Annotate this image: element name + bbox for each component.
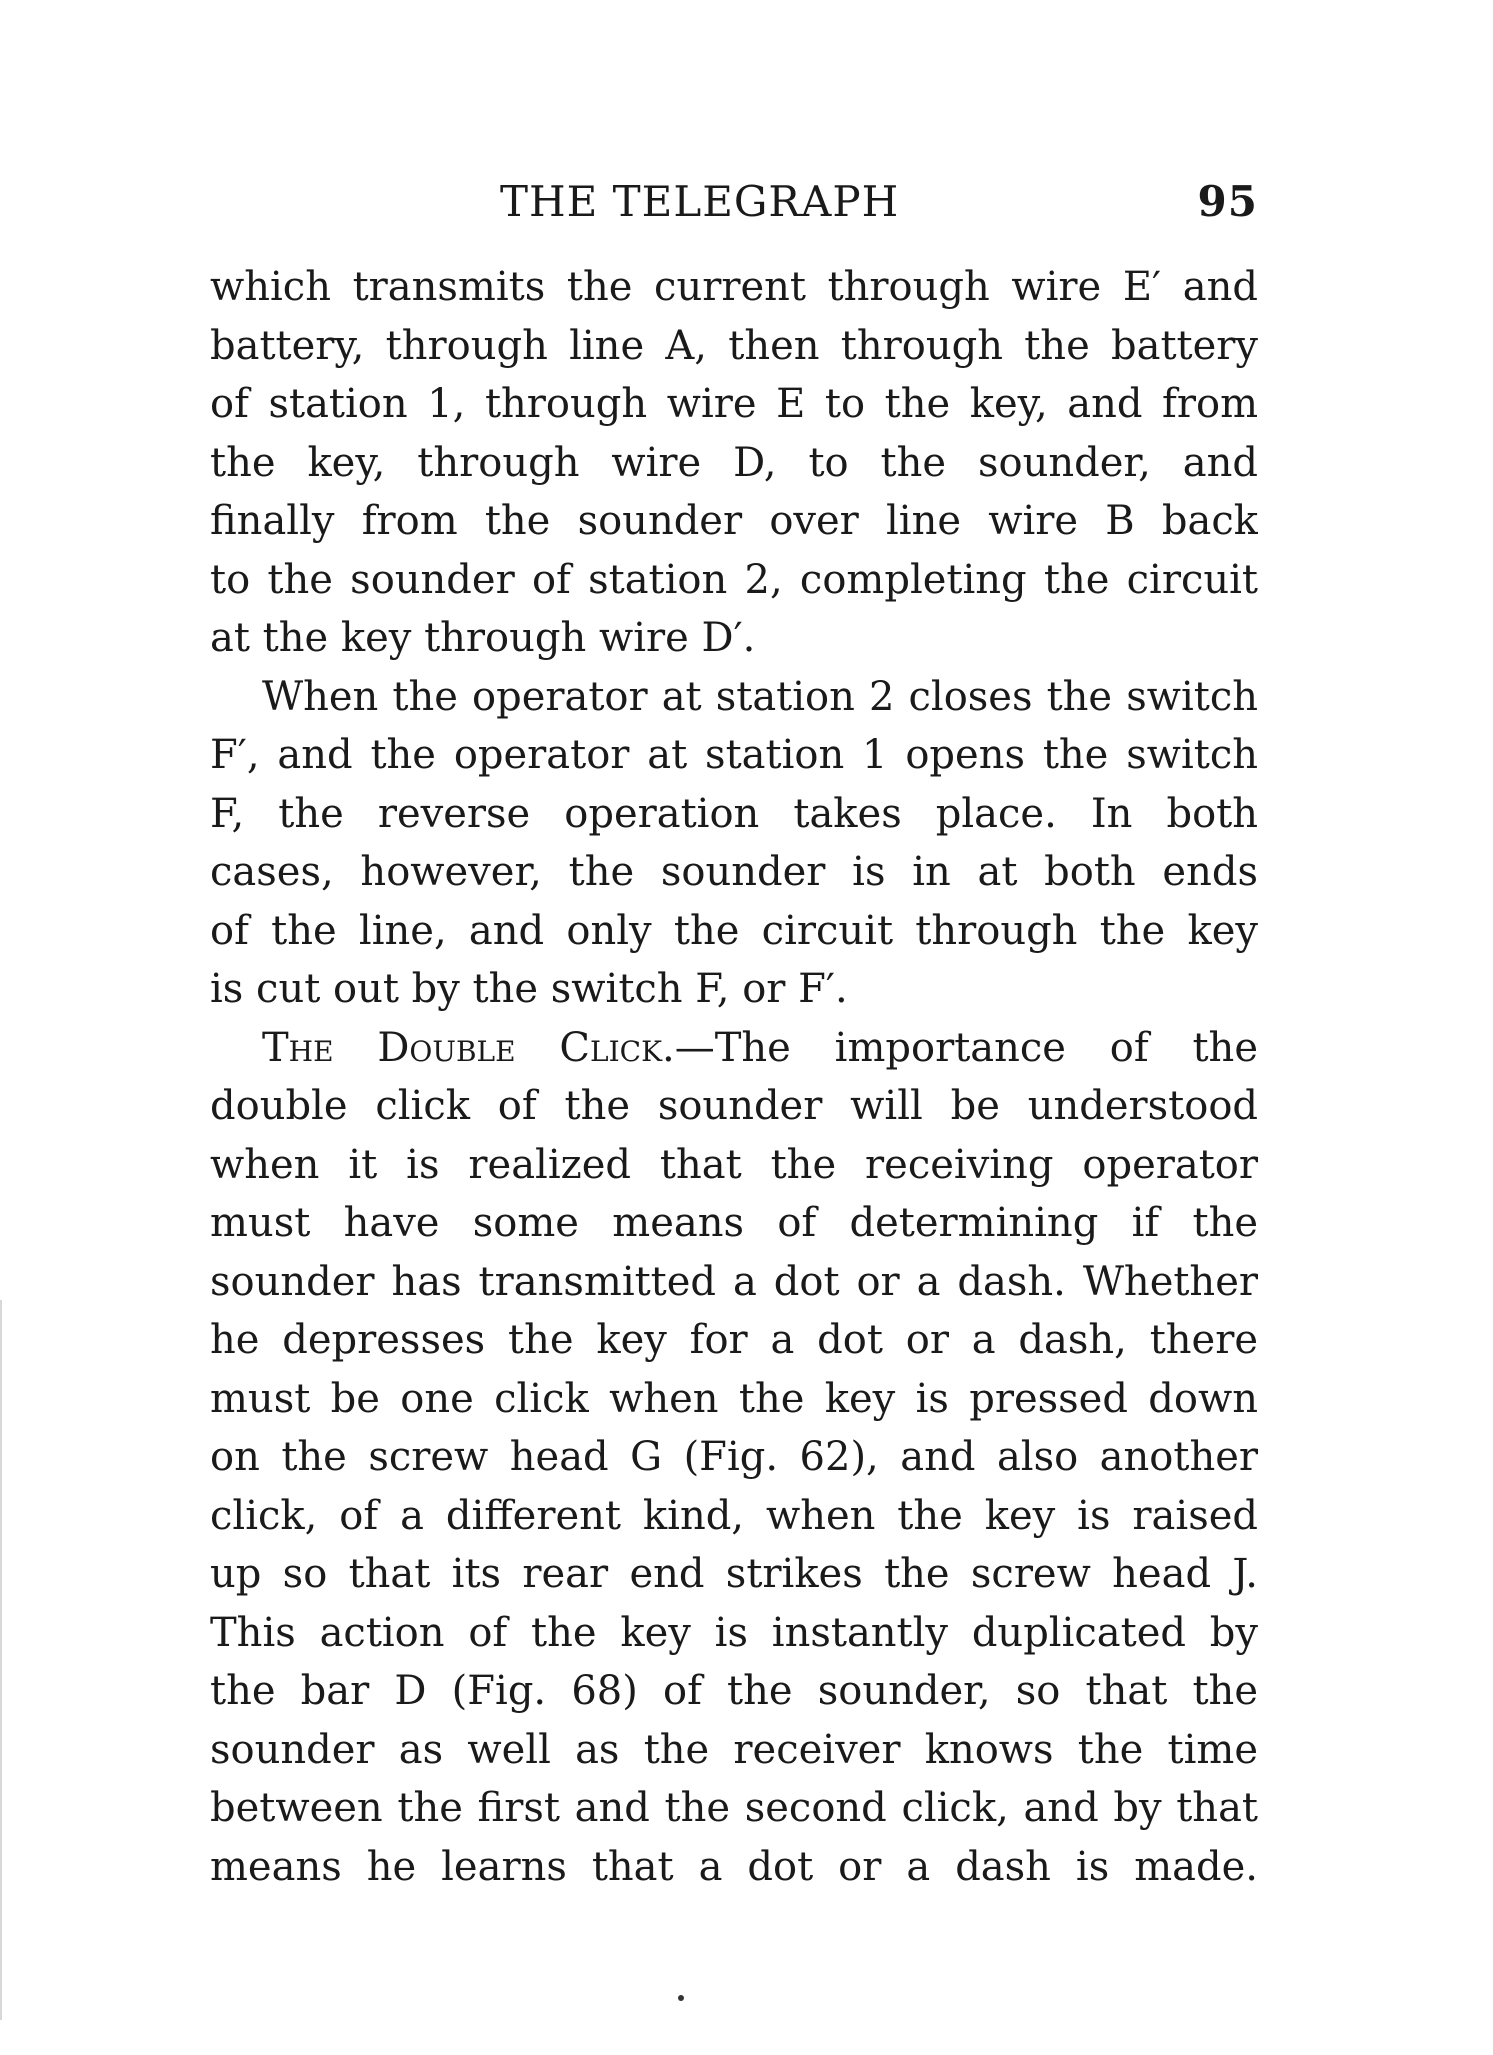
text-line: F, the reverse operation takes place. In both bbox=[210, 790, 1258, 837]
page-header bbox=[210, 172, 1258, 232]
text-line: F′, and the operator at station 1 opens the switch bbox=[210, 732, 1258, 778]
text-line: battery, through line A, then through the battery bbox=[210, 322, 1258, 369]
text-line: means he learns that a dot or a dash is made. bbox=[210, 1843, 1258, 1890]
print-speck bbox=[678, 1995, 684, 2001]
text-line: of the line, and only the circuit through the key bbox=[210, 907, 1258, 954]
text-line: which transmits the current through wire E′ and bbox=[210, 264, 1258, 310]
text-line: This action of the key is instantly duplicated by bbox=[210, 1609, 1258, 1656]
text-line-with-heading bbox=[210, 1019, 1258, 1078]
text-line: he depresses the key for a dot or a dash, there bbox=[210, 1317, 1258, 1363]
text-line: when it is realized that the receiving operator bbox=[210, 1141, 1258, 1188]
text-line: must have some means of determining if the bbox=[210, 1200, 1258, 1246]
text-line: cases, however, the sounder is in at both ends bbox=[210, 849, 1258, 895]
text-line: at the key through wire D′. bbox=[210, 615, 756, 661]
text-line: the key, through wire D, to the sounder, and bbox=[210, 439, 1258, 486]
paragraph-1 bbox=[210, 258, 1258, 668]
text-line: When the operator at station 2 closes the switch bbox=[262, 673, 1258, 720]
text-line: sounder has transmitted a dot or a dash. Whether bbox=[210, 1258, 1258, 1305]
text-line: up so that its rear end strikes the screw head J. bbox=[210, 1551, 1258, 1597]
text-line: on the screw head G (Fig. 62), and also another bbox=[210, 1434, 1258, 1480]
paragraph-3 bbox=[210, 1019, 1258, 1897]
text-line: of station 1, through wire E to the key, and from bbox=[210, 381, 1258, 427]
page-number: 95 bbox=[1197, 177, 1258, 226]
text-line: sounder as well as the receiver knows the time bbox=[210, 1726, 1258, 1773]
text-line: double click of the sounder will be understood bbox=[210, 1083, 1258, 1129]
text-line: is cut out by the switch F, or F′. bbox=[210, 966, 848, 1012]
heading-line-rest: —The importance of the bbox=[674, 1024, 1258, 1071]
scan-edge-mark bbox=[0, 1300, 2, 2020]
text-line: the bar D (Fig. 68) of the sounder, so that the bbox=[210, 1668, 1258, 1714]
text-line: finally from the sounder over line wire B back bbox=[210, 498, 1258, 544]
text-line: between the first and the second click, and by that bbox=[210, 1785, 1258, 1831]
text-line: must be one click when the key is pressed down bbox=[210, 1375, 1258, 1422]
section-heading: The Double Click. bbox=[262, 1024, 675, 1071]
body-text bbox=[210, 258, 1258, 1896]
text-line: to the sounder of station 2, completing the circuit bbox=[210, 556, 1258, 603]
paragraph-2 bbox=[210, 668, 1258, 1019]
text-line: click, of a different kind, when the key is raised bbox=[210, 1492, 1258, 1539]
running-title: THE TELEGRAPH bbox=[500, 177, 900, 226]
